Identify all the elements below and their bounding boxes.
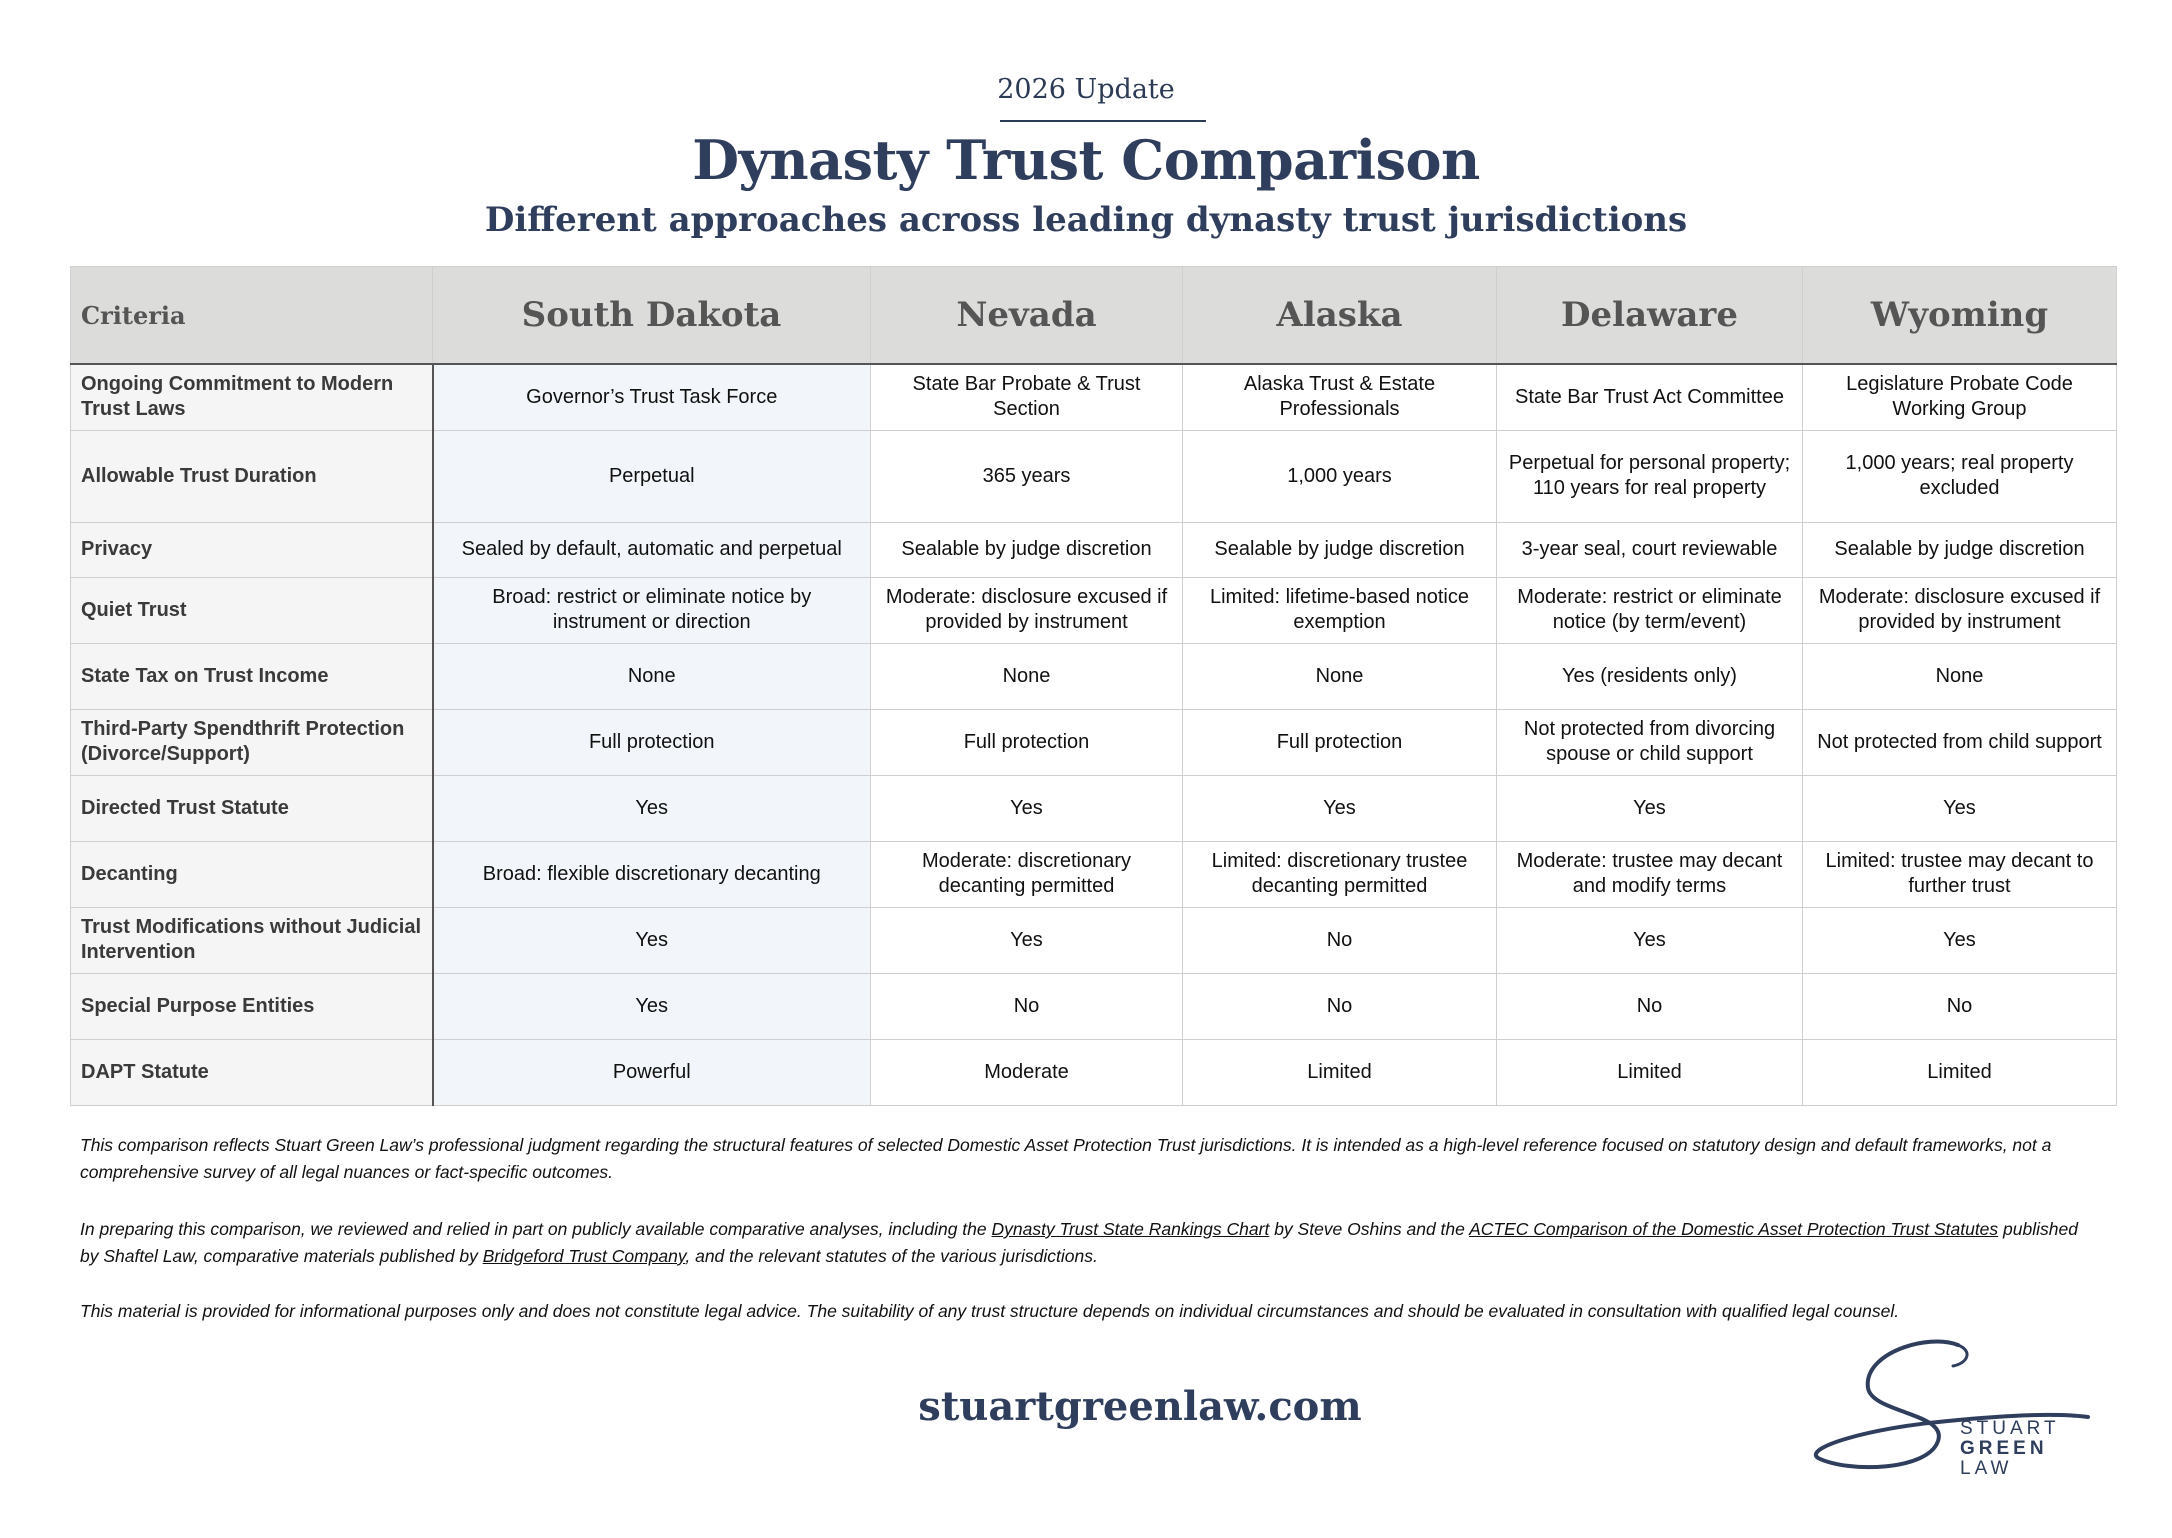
table-cell: Perpetual for personal property; 110 years for real property — [1497, 430, 1803, 522]
table-cell: No — [1497, 973, 1803, 1039]
table-cell: Sealable by judge discretion — [871, 522, 1183, 577]
update-underline — [1000, 120, 1206, 122]
table-row — [71, 577, 2117, 643]
table-row — [71, 522, 2117, 577]
table-cell: Governor’s Trust Task Force — [433, 364, 871, 430]
logo-text-law: LAW — [1960, 1458, 2013, 1479]
website-url[interactable]: stuartgreenlaw.com — [918, 1383, 1362, 1430]
note-sources-text-c: published by Shaftel Law, comparative materials published by — [80, 1219, 2078, 1266]
table-cell: Moderate — [871, 1039, 1183, 1105]
row-label: DAPT Statute — [71, 1039, 433, 1105]
table-cell: Moderate: disclosure excused if provided by instrument — [871, 577, 1183, 643]
table-cell: Yes — [1183, 775, 1497, 841]
page-subtitle: Different approaches across leading dynasty trust jurisdictions — [484, 200, 1688, 240]
row-label: State Tax on Trust Income — [71, 643, 433, 709]
link-actec-comparison[interactable]: ACTEC Comparison of the Domestic Asset Protection Trust Statutes — [1469, 1219, 1999, 1239]
table-cell: Moderate: trustee may decant and modify terms — [1497, 841, 1803, 907]
table-header-row — [71, 267, 2117, 365]
table-cell: Broad: flexible discretionary decanting — [433, 841, 871, 907]
column-header-delaware: Delaware — [1497, 267, 1803, 365]
note-sources-text-d: , and the relevant statutes of the various jurisdictions. — [685, 1246, 1098, 1266]
table-row — [71, 973, 2117, 1039]
note-disclaimer: This material is provided for informational purposes only and does not constitute legal advice. The suitability of any trust structure depends on individual circumstances and should be evaluated in consultation with qualified legal counsel. — [80, 1301, 1900, 1321]
comparison-table — [70, 266, 2117, 1106]
table-row — [71, 907, 2117, 973]
table-row — [71, 643, 2117, 709]
table-cell: Full protection — [433, 709, 871, 775]
table-cell: Yes — [433, 775, 871, 841]
table-cell: Limited: discretionary trustee decanting permitted — [1183, 841, 1497, 907]
table-cell: Limited — [1183, 1039, 1497, 1105]
table-cell: None — [433, 643, 871, 709]
table-row — [71, 775, 2117, 841]
note-sources — [80, 1216, 2080, 1270]
table-cell: Yes — [1803, 775, 2117, 841]
table-cell: Not protected from child support — [1803, 709, 2117, 775]
table-cell: Full protection — [871, 709, 1183, 775]
table-cell: 3-year seal, court reviewable — [1497, 522, 1803, 577]
column-header-alaska: Alaska — [1183, 267, 1497, 365]
table-row — [71, 841, 2117, 907]
table-cell: Moderate: discretionary decanting permitted — [871, 841, 1183, 907]
table-cell: Moderate: restrict or eliminate notice (by term/event) — [1497, 577, 1803, 643]
column-header-nevada: Nevada — [871, 267, 1183, 365]
table-cell: Yes — [433, 907, 871, 973]
row-label: Third-Party Spendthrift Protection (Divorce/Support) — [71, 709, 433, 775]
row-label: Privacy — [71, 522, 433, 577]
row-label: Directed Trust Statute — [71, 775, 433, 841]
table-cell: Yes — [433, 973, 871, 1039]
table-cell: Sealable by judge discretion — [1183, 522, 1497, 577]
logo-text-green: GREEN — [1960, 1438, 2048, 1459]
table-cell: Legislature Probate Code Working Group — [1803, 364, 2117, 430]
table-cell: No — [1183, 907, 1497, 973]
column-header-criteria: Criteria — [71, 267, 433, 365]
row-label: Quiet Trust — [71, 577, 433, 643]
table-cell: Yes — [871, 907, 1183, 973]
table-cell: None — [1183, 643, 1497, 709]
table-cell: Limited: lifetime-based notice exemption — [1183, 577, 1497, 643]
column-header-wyoming: Wyoming — [1803, 267, 2117, 365]
table-cell: Not protected from divorcing spouse or child support — [1497, 709, 1803, 775]
note-judgment: This comparison reflects Stuart Green Law’s professional judgment regarding the structural features of selected Domestic Asset Protection Trust jurisdictions. It is intended as a high-level reference focused on statutory design and default frameworks, not a comprehensive survey of all legal nuances or fact-specific outcomes. — [80, 1135, 2052, 1182]
row-label: Allowable Trust Duration — [71, 430, 433, 522]
table-cell: No — [1803, 973, 2117, 1039]
table-cell: None — [871, 643, 1183, 709]
table-cell: 365 years — [871, 430, 1183, 522]
signature-logo-icon — [1808, 1333, 2098, 1483]
table-cell: Yes — [1803, 907, 2117, 973]
table-cell: Sealable by judge discretion — [1803, 522, 2117, 577]
row-label: Decanting — [71, 841, 433, 907]
table-cell: Limited — [1497, 1039, 1803, 1105]
note-sources-text-b: by Steve Oshins and the — [1269, 1219, 1470, 1239]
table-cell: Yes — [1497, 775, 1803, 841]
table-cell: Yes — [871, 775, 1183, 841]
table-cell: Moderate: disclosure excused if provided by instrument — [1803, 577, 2117, 643]
table-row — [71, 1039, 2117, 1105]
table-cell: Powerful — [433, 1039, 871, 1105]
table-cell: Full protection — [1183, 709, 1497, 775]
table-cell: No — [1183, 973, 1497, 1039]
table-row — [71, 430, 2117, 522]
table-cell: Alaska Trust & Estate Professionals — [1183, 364, 1497, 430]
table-cell: Limited: trustee may decant to further trust — [1803, 841, 2117, 907]
link-bridgeford-trust[interactable]: Bridgeford Trust Company — [482, 1246, 686, 1266]
logo-text-stuart: STUART — [1960, 1418, 2060, 1439]
page-title: Dynasty Trust Comparison — [692, 128, 1480, 192]
table-cell: 1,000 years — [1183, 430, 1497, 522]
table-cell: No — [871, 973, 1183, 1039]
note-sources-text-a: In preparing this comparison, we reviewed and relied in part on publicly available comparative analyses, including the — [80, 1219, 992, 1239]
table-cell: 1,000 years; real property excluded — [1803, 430, 2117, 522]
row-label: Trust Modifications without Judicial Intervention — [71, 907, 433, 973]
row-label: Special Purpose Entities — [71, 973, 433, 1039]
table-cell: None — [1803, 643, 2117, 709]
table-cell: Perpetual — [433, 430, 871, 522]
table-cell: Yes (residents only) — [1497, 643, 1803, 709]
table-row — [71, 364, 2117, 430]
table-cell: Limited — [1803, 1039, 2117, 1105]
table-cell: State Bar Probate & Trust Section — [871, 364, 1183, 430]
table-cell: Sealed by default, automatic and perpetual — [433, 522, 871, 577]
table-cell: State Bar Trust Act Committee — [1497, 364, 1803, 430]
table-row — [71, 709, 2117, 775]
row-label: Ongoing Commitment to Modern Trust Laws — [71, 364, 433, 430]
link-dynasty-rankings-chart[interactable]: Dynasty Trust State Rankings Chart — [991, 1219, 1270, 1239]
table-cell: Broad: restrict or eliminate notice by instrument or direction — [433, 577, 871, 643]
update-label: 2026 Update — [997, 74, 1175, 105]
table-cell: Yes — [1497, 907, 1803, 973]
column-header-south-dakota: South Dakota — [433, 267, 871, 365]
